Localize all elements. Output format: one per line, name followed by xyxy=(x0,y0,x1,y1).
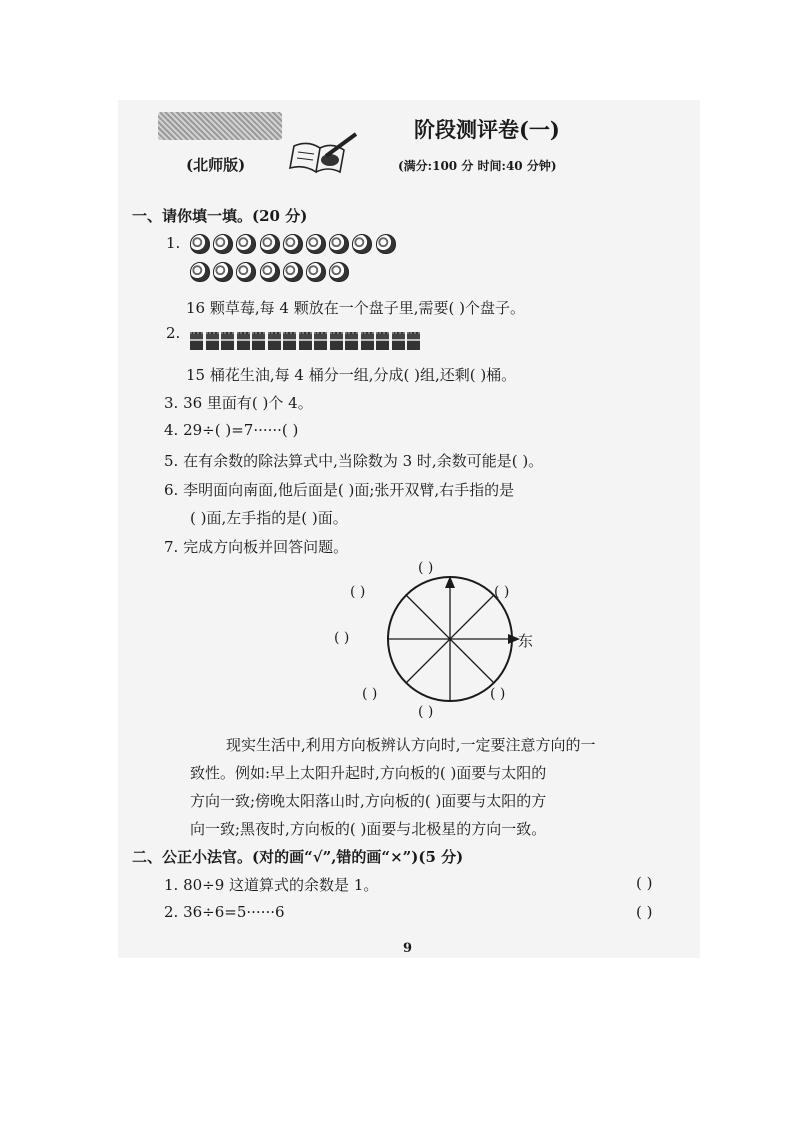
strawberry-icon xyxy=(329,262,349,282)
page-number: 9 xyxy=(403,941,413,956)
q7-paragraph-line4: 向一致;黑夜时,方向板的( )面要与北极星的方向一致。 xyxy=(190,820,547,838)
page-title: 阶段测评卷(一) xyxy=(414,117,560,142)
compass-blank-se[interactable]: ( ) xyxy=(490,686,506,702)
judge-answer-2[interactable]: ( ) xyxy=(636,903,653,921)
oil-bottle-icon xyxy=(392,332,405,350)
oil-bottle-icon xyxy=(361,332,374,350)
section-1-heading: 一、请你填一填。(20 分) xyxy=(132,207,308,225)
oil-bottle-icon xyxy=(252,332,265,350)
compass-blank-sw[interactable]: ( ) xyxy=(362,686,378,702)
oil-bottle-icon xyxy=(206,332,219,350)
strawberry-icon xyxy=(236,262,256,282)
strawberry-group xyxy=(190,234,400,290)
oil-bottle-group xyxy=(190,332,423,354)
score-time-info: (满分:100 分 时间:40 分钟) xyxy=(398,159,557,173)
q7-text: 7. 完成方向板并回答问题。 xyxy=(164,538,349,556)
strawberry-icon xyxy=(190,234,210,254)
q4-text: 4. 29÷( )=7······( ) xyxy=(164,421,299,439)
section-2-heading: 二、公正小法官。(对的画“√”,错的画“×”)(5 分) xyxy=(132,848,464,866)
strawberry-icon xyxy=(306,262,326,282)
oil-bottle-icon xyxy=(283,332,296,350)
oil-bottle-icon xyxy=(221,332,234,350)
strawberry-icon xyxy=(260,262,280,282)
strawberry-icon xyxy=(283,262,303,282)
judge-answer-1[interactable]: ( ) xyxy=(636,874,653,892)
oil-bottle-icon xyxy=(314,332,327,350)
compass-blank-s[interactable]: ( ) xyxy=(418,704,434,720)
compass-east-label: 东 xyxy=(518,632,534,650)
oil-bottle-icon xyxy=(376,332,389,350)
q1-number: 1. xyxy=(166,234,181,252)
q2-text: 15 桶花生油,每 4 桶分一组,分成( )组,还剩( )桶。 xyxy=(186,366,517,384)
strawberry-icon xyxy=(260,234,280,254)
q6-text-line1: 6. 李明面向南面,他后面是( )面;张开双臂,右手指的是 xyxy=(164,481,515,499)
q5-text: 5. 在有余数的除法算式中,当除数为 3 时,余数可能是( )。 xyxy=(164,452,544,470)
strawberry-icon xyxy=(236,234,256,254)
q7-paragraph-line1: 现实生活中,利用方向板辨认方向时,一定要注意方向的一 xyxy=(226,736,596,754)
oil-bottle-icon xyxy=(330,332,343,350)
strawberry-icon xyxy=(283,234,303,254)
q3-text: 3. 36 里面有( )个 4。 xyxy=(164,394,313,412)
compass-blank-ne[interactable]: ( ) xyxy=(494,584,510,600)
strawberry-icon xyxy=(329,234,349,254)
q7-paragraph-line2: 致性。例如:早上太阳升起时,方向板的( )面要与太阳的 xyxy=(190,764,547,782)
strawberry-icon xyxy=(190,262,210,282)
edition-label: (北师版) xyxy=(186,156,246,174)
judge-item-2: 2. 36÷6=5······6 xyxy=(164,903,285,921)
section-badge-graphic xyxy=(158,112,282,140)
oil-bottle-icon xyxy=(345,332,358,350)
oil-bottle-icon xyxy=(268,332,281,350)
strawberry-icon xyxy=(213,234,233,254)
compass-blank-w[interactable]: ( ) xyxy=(334,630,350,646)
judge-item-1: 1. 80÷9 这道算式的余数是 1。 xyxy=(164,876,379,894)
strawberry-icon xyxy=(376,234,396,254)
q1-text: 16 颗草莓,每 4 颗放在一个盘子里,需要( )个盘子。 xyxy=(186,299,525,317)
q2-number: 2. xyxy=(166,324,181,342)
q6-text-line2: ( )面,左手指的是( )面。 xyxy=(190,509,348,527)
book-and-pen-icon xyxy=(286,128,360,176)
oil-bottle-icon xyxy=(407,332,420,350)
compass-blank-nw[interactable]: ( ) xyxy=(350,584,366,600)
strawberry-icon xyxy=(352,234,372,254)
oil-bottle-icon xyxy=(190,332,203,350)
strawberry-icon xyxy=(213,262,233,282)
oil-bottle-icon xyxy=(299,332,312,350)
strawberry-icon xyxy=(306,234,326,254)
oil-bottle-icon xyxy=(237,332,250,350)
q7-paragraph-line3: 方向一致;傍晚太阳落山时,方向板的( )面要与太阳的方 xyxy=(190,792,547,810)
compass-blank-n[interactable]: ( ) xyxy=(418,560,434,576)
